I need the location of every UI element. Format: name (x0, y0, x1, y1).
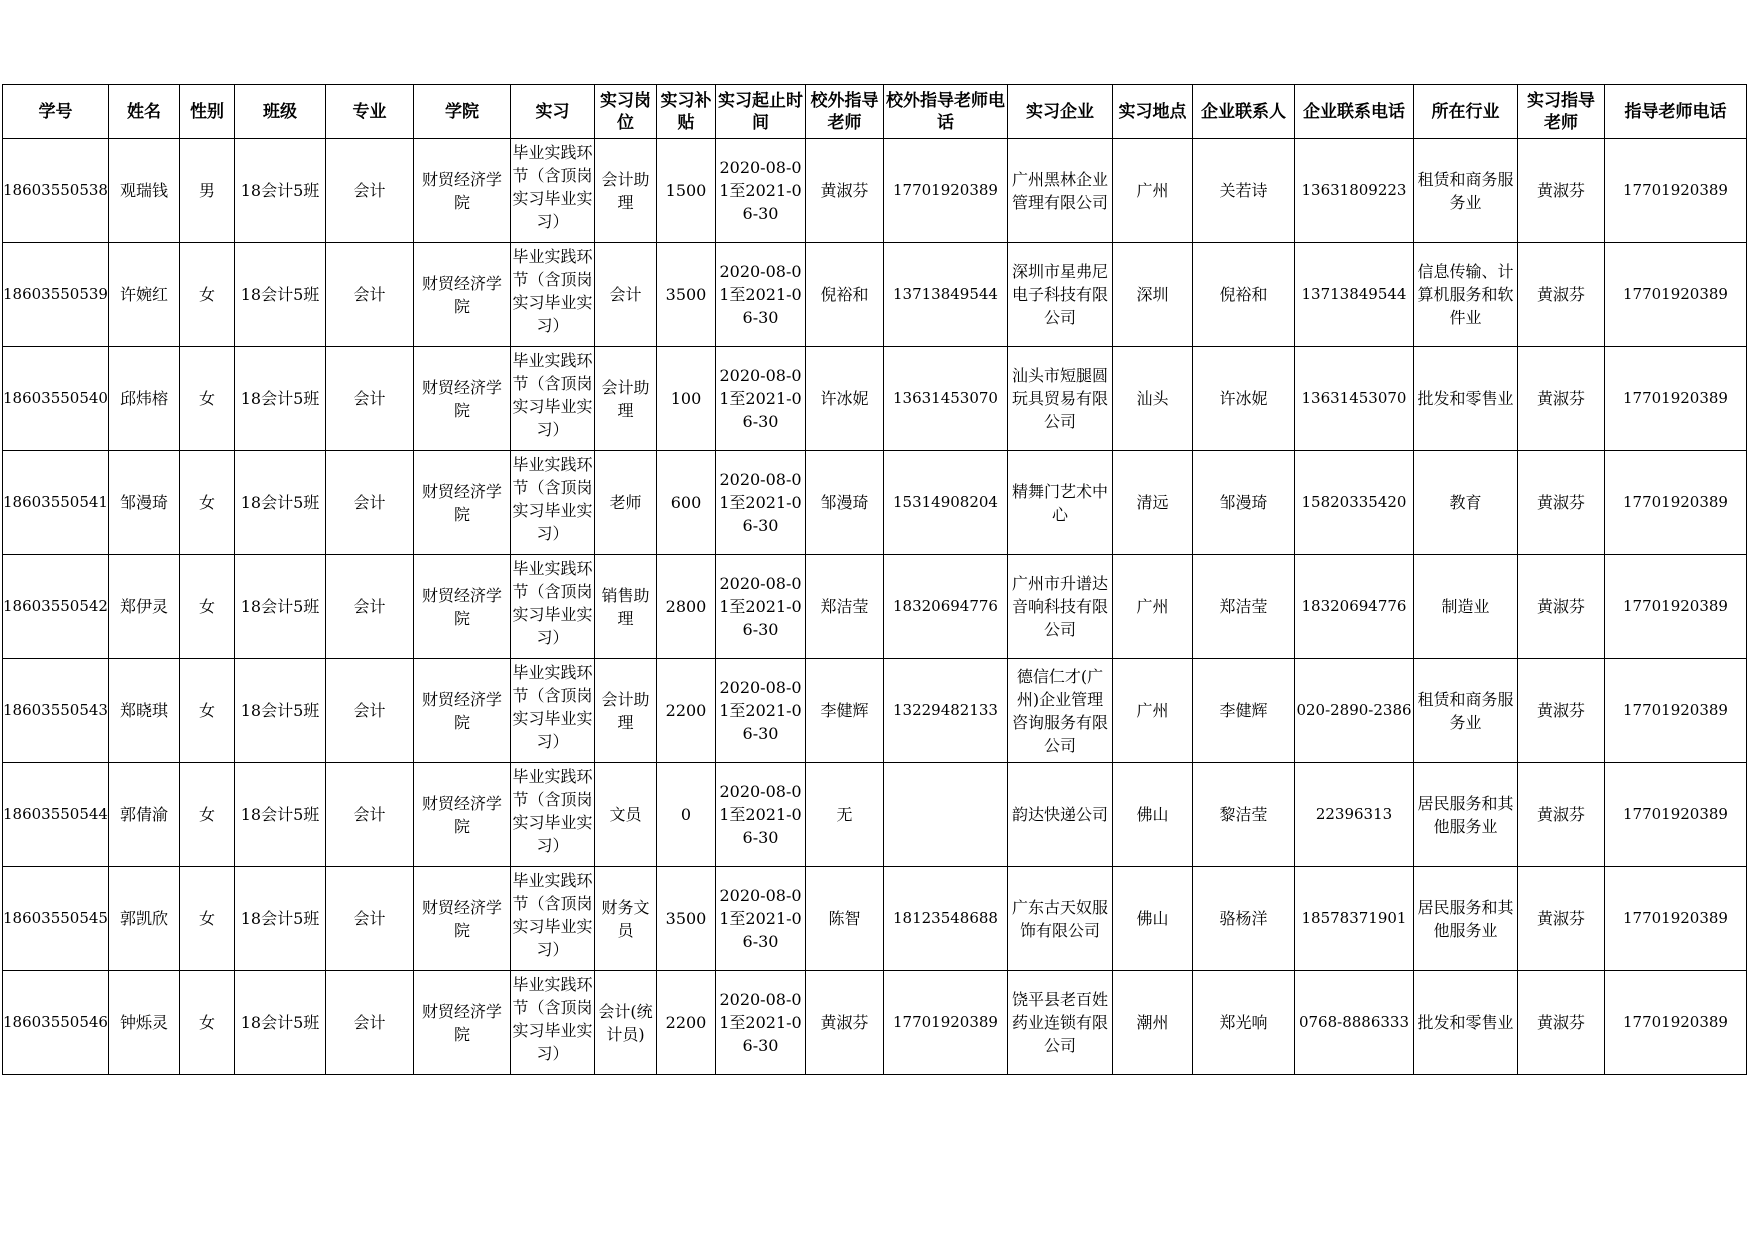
cell-gender: 女 (180, 659, 235, 763)
header-cell-class: 班级 (235, 85, 326, 139)
table-row (3, 139, 1747, 243)
cell-supervisor-phone: 17701920389 (1605, 555, 1747, 659)
header-cell-supervisor: 实习指导老师 (1518, 85, 1605, 139)
cell-class: 18会计5班 (235, 243, 326, 347)
cell-external-mentor-phone: 13713849544 (884, 243, 1008, 347)
cell-company-contact: 关若诗 (1193, 139, 1295, 243)
cell-internship: 毕业实践环节（含顶岗实习毕业实习） (511, 347, 595, 451)
cell-major: 会计 (326, 971, 414, 1075)
cell-name: 邱炜榕 (109, 347, 180, 451)
cell-allowance: 3500 (657, 867, 716, 971)
cell-industry: 居民服务和其他服务业 (1414, 763, 1518, 867)
cell-class: 18会计5班 (235, 659, 326, 763)
cell-gender: 女 (180, 555, 235, 659)
cell-position: 销售助理 (595, 555, 657, 659)
cell-college: 财贸经济学院 (414, 243, 511, 347)
header-cell-college: 学院 (414, 85, 511, 139)
cell-name: 钟烁灵 (109, 971, 180, 1075)
cell-company-contact: 郑光响 (1193, 971, 1295, 1075)
cell-external-mentor-phone: 17701920389 (884, 971, 1008, 1075)
cell-industry: 租赁和商务服务业 (1414, 659, 1518, 763)
cell-allowance: 0 (657, 763, 716, 867)
cell-location: 深圳 (1113, 243, 1193, 347)
cell-internship: 毕业实践环节（含顶岗实习毕业实习） (511, 971, 595, 1075)
cell-supervisor: 黄淑芬 (1518, 243, 1605, 347)
header-cell-name: 姓名 (109, 85, 180, 139)
header-row (3, 85, 1747, 139)
cell-college: 财贸经济学院 (414, 555, 511, 659)
cell-external-mentor: 李健辉 (806, 659, 884, 763)
cell-name: 郑晓琪 (109, 659, 180, 763)
cell-student-id: 18603550542 (3, 555, 109, 659)
cell-external-mentor: 无 (806, 763, 884, 867)
header-cell-allowance: 实习补贴 (657, 85, 716, 139)
cell-major: 会计 (326, 555, 414, 659)
cell-allowance: 2200 (657, 971, 716, 1075)
table-row (3, 347, 1747, 451)
cell-industry: 制造业 (1414, 555, 1518, 659)
cell-company-contact: 李健辉 (1193, 659, 1295, 763)
cell-period: 2020-08-01至2021-06-30 (716, 243, 806, 347)
cell-company-contact: 骆杨洋 (1193, 867, 1295, 971)
cell-supervisor-phone: 17701920389 (1605, 971, 1747, 1075)
cell-company-contact: 郑洁莹 (1193, 555, 1295, 659)
cell-allowance: 2200 (657, 659, 716, 763)
cell-allowance: 3500 (657, 243, 716, 347)
cell-class: 18会计5班 (235, 451, 326, 555)
cell-student-id: 18603550539 (3, 243, 109, 347)
cell-name: 许婉红 (109, 243, 180, 347)
header-cell-industry: 所在行业 (1414, 85, 1518, 139)
cell-company-phone: 15820335420 (1295, 451, 1414, 555)
cell-company: 韵达快递公司 (1008, 763, 1113, 867)
cell-external-mentor: 许冰妮 (806, 347, 884, 451)
cell-company-phone: 18320694776 (1295, 555, 1414, 659)
cell-company: 德信仁才(广州)企业管理咨询服务有限公司 (1008, 659, 1113, 763)
cell-location: 广州 (1113, 555, 1193, 659)
cell-internship: 毕业实践环节（含顶岗实习毕业实习） (511, 867, 595, 971)
cell-position: 会计助理 (595, 347, 657, 451)
table-row (3, 451, 1747, 555)
cell-company-contact: 许冰妮 (1193, 347, 1295, 451)
cell-class: 18会计5班 (235, 867, 326, 971)
cell-company: 精舞门艺术中心 (1008, 451, 1113, 555)
cell-supervisor: 黄淑芬 (1518, 971, 1605, 1075)
header-cell-external-mentor: 校外指导老师 (806, 85, 884, 139)
cell-company: 广州市升谱达音响科技有限公司 (1008, 555, 1113, 659)
cell-supervisor: 黄淑芬 (1518, 139, 1605, 243)
cell-college: 财贸经济学院 (414, 763, 511, 867)
cell-supervisor: 黄淑芬 (1518, 451, 1605, 555)
cell-internship: 毕业实践环节（含顶岗实习毕业实习） (511, 763, 595, 867)
table-row (3, 971, 1747, 1075)
cell-company-contact: 黎洁莹 (1193, 763, 1295, 867)
cell-industry: 教育 (1414, 451, 1518, 555)
header-cell-company: 实习企业 (1008, 85, 1113, 139)
cell-company-phone: 22396313 (1295, 763, 1414, 867)
cell-industry: 租赁和商务服务业 (1414, 139, 1518, 243)
cell-supervisor-phone: 17701920389 (1605, 347, 1747, 451)
cell-internship: 毕业实践环节（含顶岗实习毕业实习） (511, 139, 595, 243)
cell-company-phone: 020-2890-2386 (1295, 659, 1414, 763)
cell-college: 财贸经济学院 (414, 867, 511, 971)
cell-period: 2020-08-01至2021-06-30 (716, 139, 806, 243)
cell-company: 广东古天奴服饰有限公司 (1008, 867, 1113, 971)
table-body (3, 139, 1747, 1075)
cell-gender: 女 (180, 243, 235, 347)
cell-student-id: 18603550543 (3, 659, 109, 763)
cell-company-phone: 13713849544 (1295, 243, 1414, 347)
cell-student-id: 18603550546 (3, 971, 109, 1075)
table-row (3, 555, 1747, 659)
cell-external-mentor: 倪裕和 (806, 243, 884, 347)
cell-location: 佛山 (1113, 867, 1193, 971)
cell-external-mentor-phone: 17701920389 (884, 139, 1008, 243)
cell-major: 会计 (326, 659, 414, 763)
cell-location: 汕头 (1113, 347, 1193, 451)
cell-gender: 女 (180, 763, 235, 867)
cell-supervisor-phone: 17701920389 (1605, 243, 1747, 347)
cell-gender: 女 (180, 347, 235, 451)
cell-internship: 毕业实践环节（含顶岗实习毕业实习） (511, 243, 595, 347)
cell-major: 会计 (326, 867, 414, 971)
table-row (3, 243, 1747, 347)
cell-location: 广州 (1113, 659, 1193, 763)
cell-gender: 男 (180, 139, 235, 243)
cell-allowance: 100 (657, 347, 716, 451)
cell-class: 18会计5班 (235, 139, 326, 243)
cell-external-mentor-phone: 13229482133 (884, 659, 1008, 763)
cell-gender: 女 (180, 971, 235, 1075)
header-cell-location: 实习地点 (1113, 85, 1193, 139)
header-cell-company-phone: 企业联系电话 (1295, 85, 1414, 139)
cell-allowance: 600 (657, 451, 716, 555)
cell-internship: 毕业实践环节（含顶岗实习毕业实习） (511, 659, 595, 763)
cell-period: 2020-08-01至2021-06-30 (716, 659, 806, 763)
cell-student-id: 18603550540 (3, 347, 109, 451)
header-cell-company-contact: 企业联系人 (1193, 85, 1295, 139)
cell-college: 财贸经济学院 (414, 659, 511, 763)
cell-period: 2020-08-01至2021-06-30 (716, 867, 806, 971)
cell-location: 潮州 (1113, 971, 1193, 1075)
cell-internship: 毕业实践环节（含顶岗实习毕业实习） (511, 555, 595, 659)
cell-major: 会计 (326, 243, 414, 347)
cell-name: 郭倩渝 (109, 763, 180, 867)
header-cell-external-mentor-phone: 校外指导老师电话 (884, 85, 1008, 139)
table-row (3, 867, 1747, 971)
cell-supervisor: 黄淑芬 (1518, 763, 1605, 867)
cell-allowance: 1500 (657, 139, 716, 243)
cell-name: 观瑞钱 (109, 139, 180, 243)
cell-gender: 女 (180, 867, 235, 971)
cell-name: 邹漫琦 (109, 451, 180, 555)
internship-table (2, 84, 1747, 1075)
cell-supervisor: 黄淑芬 (1518, 555, 1605, 659)
cell-supervisor: 黄淑芬 (1518, 347, 1605, 451)
cell-gender: 女 (180, 451, 235, 555)
cell-supervisor: 黄淑芬 (1518, 659, 1605, 763)
cell-period: 2020-08-01至2021-06-30 (716, 451, 806, 555)
cell-college: 财贸经济学院 (414, 347, 511, 451)
cell-position: 会计助理 (595, 659, 657, 763)
cell-period: 2020-08-01至2021-06-30 (716, 971, 806, 1075)
cell-external-mentor: 邹漫琦 (806, 451, 884, 555)
table-row (3, 659, 1747, 763)
header-cell-supervisor-phone: 指导老师电话 (1605, 85, 1747, 139)
cell-company-phone: 18578371901 (1295, 867, 1414, 971)
cell-industry: 居民服务和其他服务业 (1414, 867, 1518, 971)
cell-position: 会计 (595, 243, 657, 347)
cell-external-mentor-phone: 18320694776 (884, 555, 1008, 659)
cell-allowance: 2800 (657, 555, 716, 659)
cell-supervisor-phone: 17701920389 (1605, 867, 1747, 971)
cell-supervisor-phone: 17701920389 (1605, 659, 1747, 763)
cell-industry: 批发和零售业 (1414, 971, 1518, 1075)
cell-company: 深圳市星弗尼电子科技有限公司 (1008, 243, 1113, 347)
cell-position: 老师 (595, 451, 657, 555)
cell-class: 18会计5班 (235, 971, 326, 1075)
cell-external-mentor: 郑洁莹 (806, 555, 884, 659)
cell-company: 饶平县老百姓药业连锁有限公司 (1008, 971, 1113, 1075)
cell-company: 广州黑林企业管理有限公司 (1008, 139, 1113, 243)
header-cell-gender: 性别 (180, 85, 235, 139)
cell-position: 会计(统计员) (595, 971, 657, 1075)
cell-college: 财贸经济学院 (414, 971, 511, 1075)
cell-company: 汕头市短腿圆玩具贸易有限公司 (1008, 347, 1113, 451)
cell-company-contact: 邹漫琦 (1193, 451, 1295, 555)
cell-company-phone: 0768-8886333 (1295, 971, 1414, 1075)
cell-external-mentor-phone: 13631453070 (884, 347, 1008, 451)
cell-location: 清远 (1113, 451, 1193, 555)
cell-location: 佛山 (1113, 763, 1193, 867)
cell-position: 文员 (595, 763, 657, 867)
cell-class: 18会计5班 (235, 763, 326, 867)
cell-supervisor: 黄淑芬 (1518, 867, 1605, 971)
table-row (3, 763, 1747, 867)
cell-external-mentor: 黄淑芬 (806, 139, 884, 243)
cell-position: 财务文员 (595, 867, 657, 971)
cell-major: 会计 (326, 763, 414, 867)
header-cell-internship: 实习 (511, 85, 595, 139)
cell-student-id: 18603550545 (3, 867, 109, 971)
header-cell-student-id: 学号 (3, 85, 109, 139)
cell-internship: 毕业实践环节（含顶岗实习毕业实习） (511, 451, 595, 555)
cell-company-phone: 13631809223 (1295, 139, 1414, 243)
cell-industry: 信息传输、计算机服务和软件业 (1414, 243, 1518, 347)
cell-supervisor-phone: 17701920389 (1605, 763, 1747, 867)
cell-external-mentor-phone: 18123548688 (884, 867, 1008, 971)
cell-external-mentor: 黄淑芬 (806, 971, 884, 1075)
cell-company-contact: 倪裕和 (1193, 243, 1295, 347)
cell-college: 财贸经济学院 (414, 451, 511, 555)
header-cell-major: 专业 (326, 85, 414, 139)
cell-name: 郑伊灵 (109, 555, 180, 659)
header-cell-period: 实习起止时间 (716, 85, 806, 139)
cell-class: 18会计5班 (235, 555, 326, 659)
cell-external-mentor: 陈智 (806, 867, 884, 971)
cell-location: 广州 (1113, 139, 1193, 243)
cell-company-phone: 13631453070 (1295, 347, 1414, 451)
cell-student-id: 18603550541 (3, 451, 109, 555)
cell-external-mentor-phone: 15314908204 (884, 451, 1008, 555)
cell-major: 会计 (326, 451, 414, 555)
cell-supervisor-phone: 17701920389 (1605, 451, 1747, 555)
cell-major: 会计 (326, 139, 414, 243)
cell-supervisor-phone: 17701920389 (1605, 139, 1747, 243)
cell-industry: 批发和零售业 (1414, 347, 1518, 451)
cell-student-id: 18603550538 (3, 139, 109, 243)
cell-student-id: 18603550544 (3, 763, 109, 867)
cell-class: 18会计5班 (235, 347, 326, 451)
cell-college: 财贸经济学院 (414, 139, 511, 243)
header-cell-position: 实习岗位 (595, 85, 657, 139)
cell-major: 会计 (326, 347, 414, 451)
cell-period: 2020-08-01至2021-06-30 (716, 347, 806, 451)
cell-external-mentor-phone (884, 763, 1008, 867)
cell-position: 会计助理 (595, 139, 657, 243)
cell-name: 郭凯欣 (109, 867, 180, 971)
cell-period: 2020-08-01至2021-06-30 (716, 763, 806, 867)
cell-period: 2020-08-01至2021-06-30 (716, 555, 806, 659)
